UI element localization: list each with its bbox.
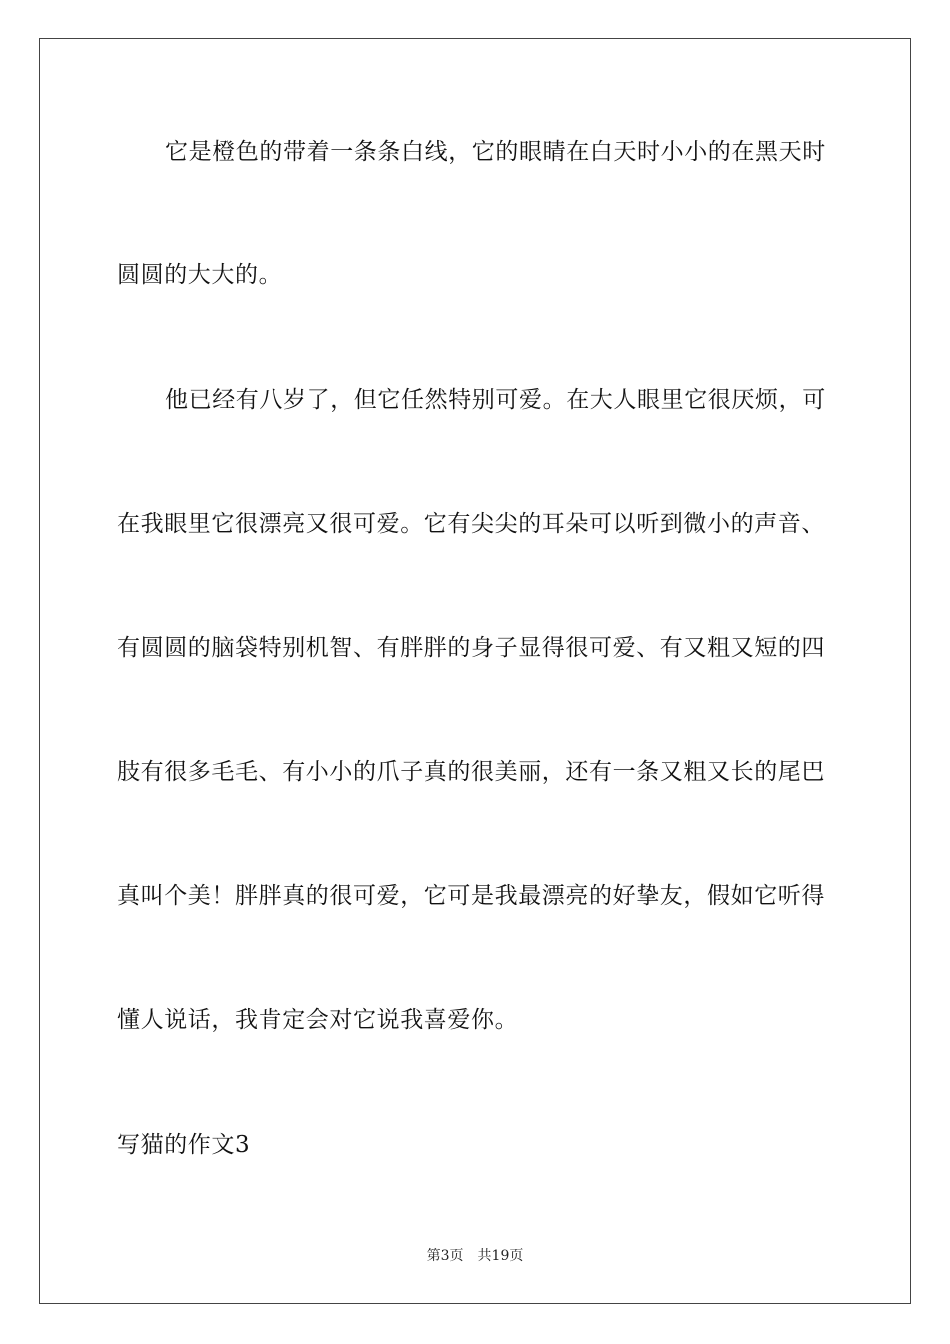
- page-footer: [0, 1247, 950, 1265]
- text-line-5: 有圆圆的脑袋特别机智、有胖胖的身子显得很可爱、有又粗又短的四: [117, 635, 825, 661]
- text-line-7: 真叫个美！胖胖真的很可爱，它可是我最漂亮的好挚友，假如它听得: [117, 883, 825, 909]
- page-current: 第3页: [426, 1248, 464, 1264]
- page-total: 共19页: [477, 1248, 524, 1264]
- text-line-4: 在我眼里它很漂亮又很可爱。它有尖尖的耳朵可以听到微小的声音、: [117, 511, 825, 537]
- section-heading: 写猫的作文3: [117, 1132, 251, 1158]
- text-line-8: 懂人说话，我肯定会对它说我喜爱你。: [117, 1007, 519, 1033]
- page-border: [39, 38, 911, 1304]
- text-line-2: 圆圆的大大的。: [117, 262, 283, 288]
- text-line-1: 它是橙色的带着一条条白线，它的眼睛在白天时小小的在黑天时: [165, 139, 826, 165]
- text-line-6: 肢有很多毛毛、有小小的爪子真的很美丽，还有一条又粗又长的尾巴: [117, 759, 825, 785]
- text-line-3: 他已经有八岁了，但它任然特别可爱。在大人眼里它很厌烦，可: [165, 387, 826, 413]
